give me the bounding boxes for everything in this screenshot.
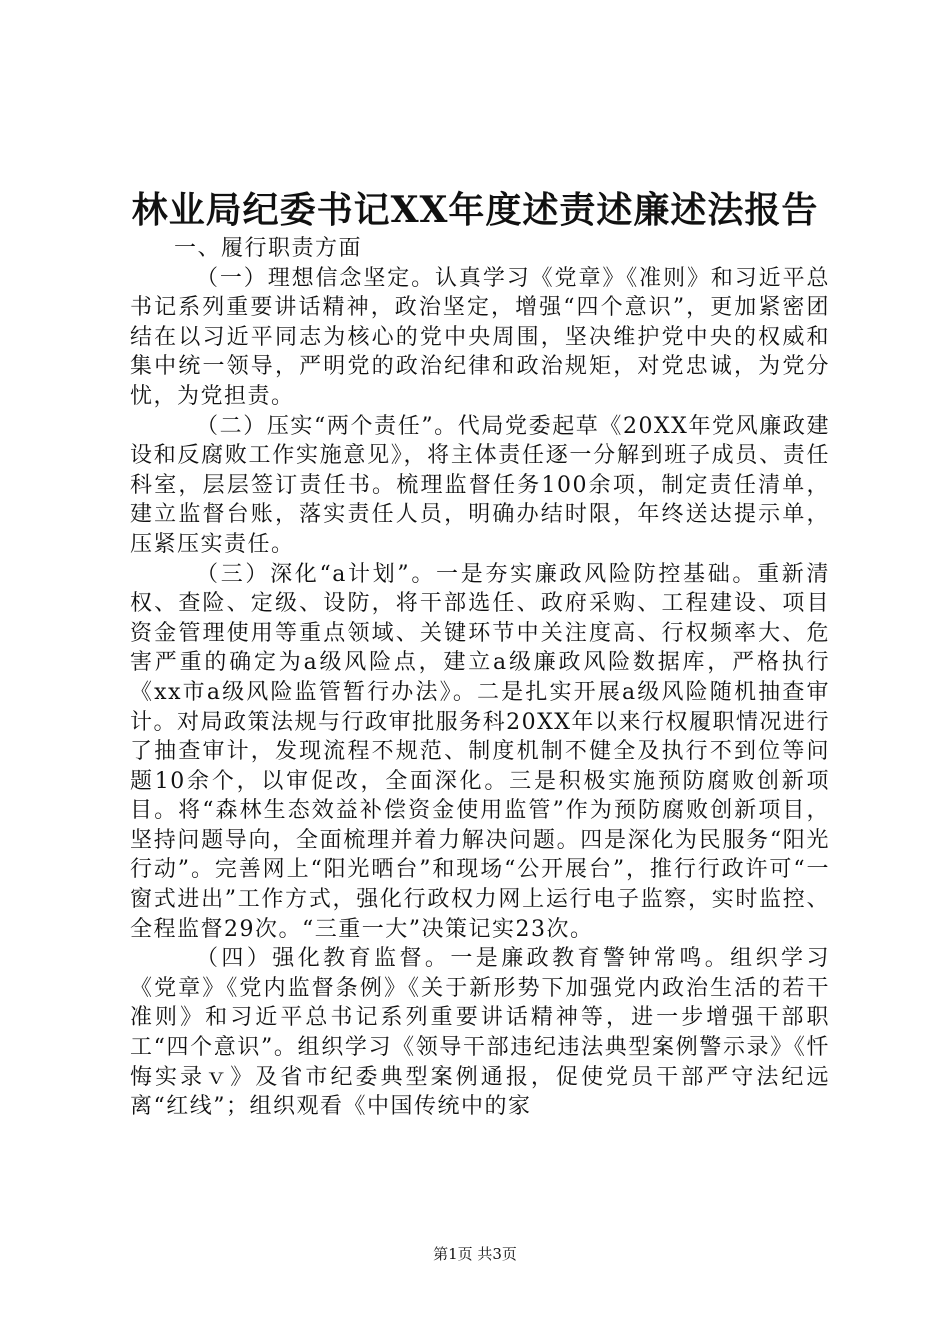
page-footer: 第1页 共3页 [433, 1245, 517, 1263]
document-title: 林业局纪委书记XX年度述责述廉述法报告 [131, 189, 819, 231]
paragraph: （一）理想信念坚定。认真学习《党章》《准则》和习近平总书记系列重要讲话精神，政治坚定，增强“四个意识”，更加紧密团结在以习近平同志为核心的党中央周围，坚决维护党中央的权威和集中统一领导，严明党的政治纪律和政治规矩，对党忠诚，为党分忧，为党担责。 [130, 265, 830, 409]
paragraph: （三）深化“a计划”。一是夯实廉政风险防控基础。重新清权、查险、定级、设防，将干部选任、政府采购、工程建设、项目资金管理使用等重点领域、关键环节中关注度高、行权频率大、危害严重的确定为a级风险点，建立a级廉政风险数据库，严格执行《xx市a级风险监管暂行办法》。二是扎实开展a级风险随机抽查审计。对局政策法规与行政审批服务科20XX年以来行权履职情况进行了抽查审计，发现流程不规范、制度机制不健全及执行不到位等问题10余个，以审促改，全面深化。三是积极实施预防腐败创新项目。将“森林生态效益补偿资金使用监管”作为预防腐败创新项目，坚持问题导向，全面梳理并着力解决问题。四是深化为民服务“阳光行动”。完善网上“阳光晒台”和现场“公开展台”，推行行政许可“一窗式进出”工作方式，强化行政权力网上运行电子监察，实时监控、全程监督29次。“三重一大”决策记实23次。 [130, 561, 830, 942]
paragraph: （二）压实“两个责任”。代局党委起草《20XX年党风廉政建设和反腐败工作实施意见》，将主体责任逐一分解到班子成员、责任科室，层层签订责任书。梳理监督任务100余项，制定责任清单，建立监督台账，落实责任人员，明确办结时限，年终送达提示单，压紧压实责任。 [130, 413, 830, 557]
document-body [130, 234, 830, 1122]
paragraph: （四）强化教育监督。一是廉政教育警钟常鸣。组织学习《党章》《党内监督条例》《关于新形势下加强党内政治生活的若干准则》和习近平总书记系列重要讲话精神等，进一步增强干部职工“四个意识”。组织学习《领导干部违纪违法典型案例警示录》《忏悔实录ｖ》及省市纪委典型案例通报，促使党员干部严守法纪远离“红线”；组织观看《中国传统中的家 [130, 946, 830, 1120]
section-heading: 一、履行职责方面 [174, 236, 363, 261]
